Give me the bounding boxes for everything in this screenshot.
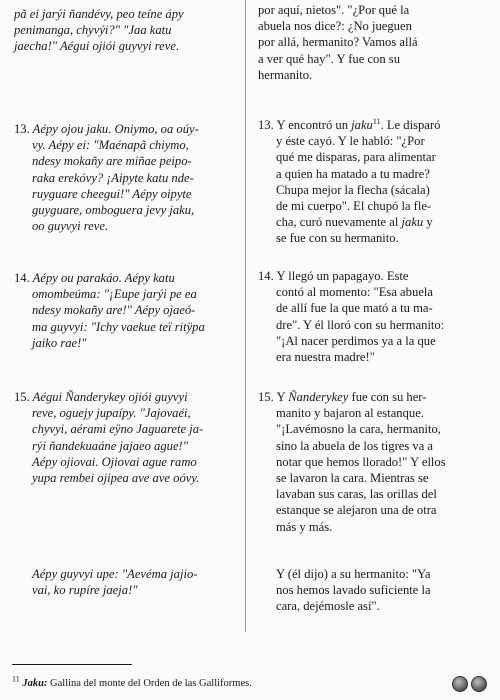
text-line: vai, ko rupíre jaeja!"	[32, 583, 138, 598]
text-line: Aépy ojou jaku. Oniymo, oa oúy-	[32, 122, 199, 136]
text-line: jaecha!" Aégui ojiói guyvyi reve.	[14, 39, 180, 54]
text-line: omombeúma: "¡Eupe jarýi pe ea	[32, 287, 197, 302]
s16-right	[258, 566, 482, 615]
text-line: y éste cayó. Y le habló: "¿Por	[276, 134, 425, 149]
term-jaku: jaku	[401, 215, 424, 230]
text-line: raka erekóvy? ¡Aipyte katu nde-	[32, 170, 194, 185]
text-fragment: Y encontró un	[276, 118, 352, 132]
text-line: Aégui Ñanderykey ojiói guyvyi	[32, 390, 188, 404]
text-line: abuela nos dice?: ¿No jueguen	[258, 19, 412, 34]
text-line: Chupa mejor la flecha (sácala)	[276, 182, 430, 197]
publisher-logo-icon	[471, 676, 487, 692]
text-line: por allá, hermanito? Vamos allá	[258, 35, 418, 50]
s13-right	[258, 117, 482, 247]
text-line: ndesy mokañy are miñae peipo-	[32, 154, 192, 169]
text-line: nos hemos lavado suficiente la	[276, 583, 431, 598]
s13-left	[14, 121, 236, 234]
paragraph-number: 15.	[14, 390, 30, 404]
s14-left	[14, 270, 236, 351]
term-jaku: jaku	[351, 118, 373, 132]
text-line: "¡Lavémosno la cara, hermanito,	[276, 422, 441, 437]
text-line: guyguare, omboguera jevy jaku,	[32, 203, 195, 218]
text-line: chyvyi, aérami eÿno Jaguarete ja-	[32, 422, 204, 437]
text-line: contó al momento: "Esa abuela	[276, 285, 433, 300]
s16-left	[14, 566, 236, 598]
paragraph-number: 14.	[14, 271, 30, 285]
text-line: de allí fue la que mató a tu ma-	[276, 301, 433, 316]
text-line: penimanga, chyvýi?" "Jaa katu	[14, 23, 172, 38]
text-line: cara, dejémosle así".	[276, 599, 380, 614]
text-line: notar que hemos llorado!" Y ellos	[276, 454, 446, 469]
text-line: de mi cuerpo". El chupó la fle-	[276, 199, 432, 214]
text-line: a ver qué hay". Y fue con su	[258, 51, 400, 66]
text-line: yupa rembei ojipea ave ave oóvy.	[32, 471, 200, 486]
text-line: estanque se alejaron una de otra	[276, 503, 437, 518]
footnote-ref[interactable]: 11	[372, 116, 381, 126]
publisher-logo-icon	[452, 676, 468, 692]
footnote-number: 11	[12, 674, 20, 684]
paragraph-number: 13.	[14, 122, 30, 136]
paragraph-number: 13.	[258, 118, 274, 132]
text-line: qué me disparas, para alimentar	[276, 150, 436, 165]
text-line: Aépy ojiovai. Ojiovai ague ramo	[32, 454, 197, 469]
text-line: ndesy mokañy are!" Aépy ojaeó-	[32, 303, 196, 318]
text-line: dre". Y él lloró con su hermanito:	[276, 317, 445, 332]
text-line: Y llegó un papagayo. Este	[276, 269, 409, 283]
text-line: más y más.	[276, 519, 333, 534]
footnote-rule	[12, 664, 132, 665]
column-divider	[245, 0, 246, 632]
term-nanderykey: Ñanderykey	[288, 390, 349, 404]
s14-right	[258, 268, 482, 365]
text-fragment: cha, curó nuevamente al	[276, 215, 402, 230]
text-line: Y (él dijo) a su hermanito: "Ya	[276, 567, 431, 581]
text-line: sino la abuela de los tigres va a	[276, 438, 434, 453]
text-line: por aquí, nietos". "¿Por qué la	[258, 3, 410, 17]
text-line: se fue con su hermanito.	[276, 231, 399, 246]
text-fragment: Y	[276, 390, 289, 404]
footnote	[12, 674, 252, 689]
text-line: era nuestra madre!"	[276, 350, 375, 365]
text-line: "¡Al nacer perdimos ya a la que	[276, 333, 436, 348]
s0-right	[258, 2, 482, 83]
text-line: hermanito.	[258, 67, 313, 82]
text-line: rýi ñandekuaáne jajaeo ague!"	[32, 438, 189, 453]
text-line: ruyguare cheegui!" Aépy oipyte	[32, 186, 192, 201]
text-line: a quien ha matado a tu madre?	[276, 166, 430, 181]
text-line: Aépy ou parakáo. Aépy katu	[32, 271, 175, 285]
text-line: se lavaron la cara. Mientras se	[276, 471, 429, 486]
s15-right	[258, 389, 482, 535]
footnote-text: Gallina del monte del Orden de las Galliformes.	[47, 678, 252, 689]
text-line: jaiko rae!"	[32, 335, 87, 350]
text-line: ma guyvyi: "Ichy vaekue teï ritÿpa	[32, 319, 205, 334]
text-fragment: . Le disparó	[380, 118, 441, 132]
text-line: lavaban sus caras, las orillas del	[276, 487, 437, 502]
text-fragment: fue con su her-	[348, 390, 427, 404]
text-line: manito y bajaron al estanque.	[276, 406, 424, 421]
text-line: reve, oguejy jupaípy. "Jajovaéi,	[32, 406, 191, 421]
s0-left	[14, 6, 236, 55]
s15-left	[14, 389, 236, 486]
text-fragment: y	[423, 215, 433, 230]
text-line: vy. Aépy ei: "Maénapã chiymo,	[32, 138, 189, 153]
footnote-term: Jaku:	[22, 678, 48, 689]
text-line: pã ei jarýi ñandévy, peo teíne ápy	[14, 7, 184, 21]
text-line: oo guyvyi reve.	[32, 219, 109, 234]
paragraph-number: 14.	[258, 269, 274, 283]
text-line: Aépy guyvyi upe: "Aevéma jajio-	[32, 567, 198, 581]
paragraph-number: 15.	[258, 390, 274, 404]
